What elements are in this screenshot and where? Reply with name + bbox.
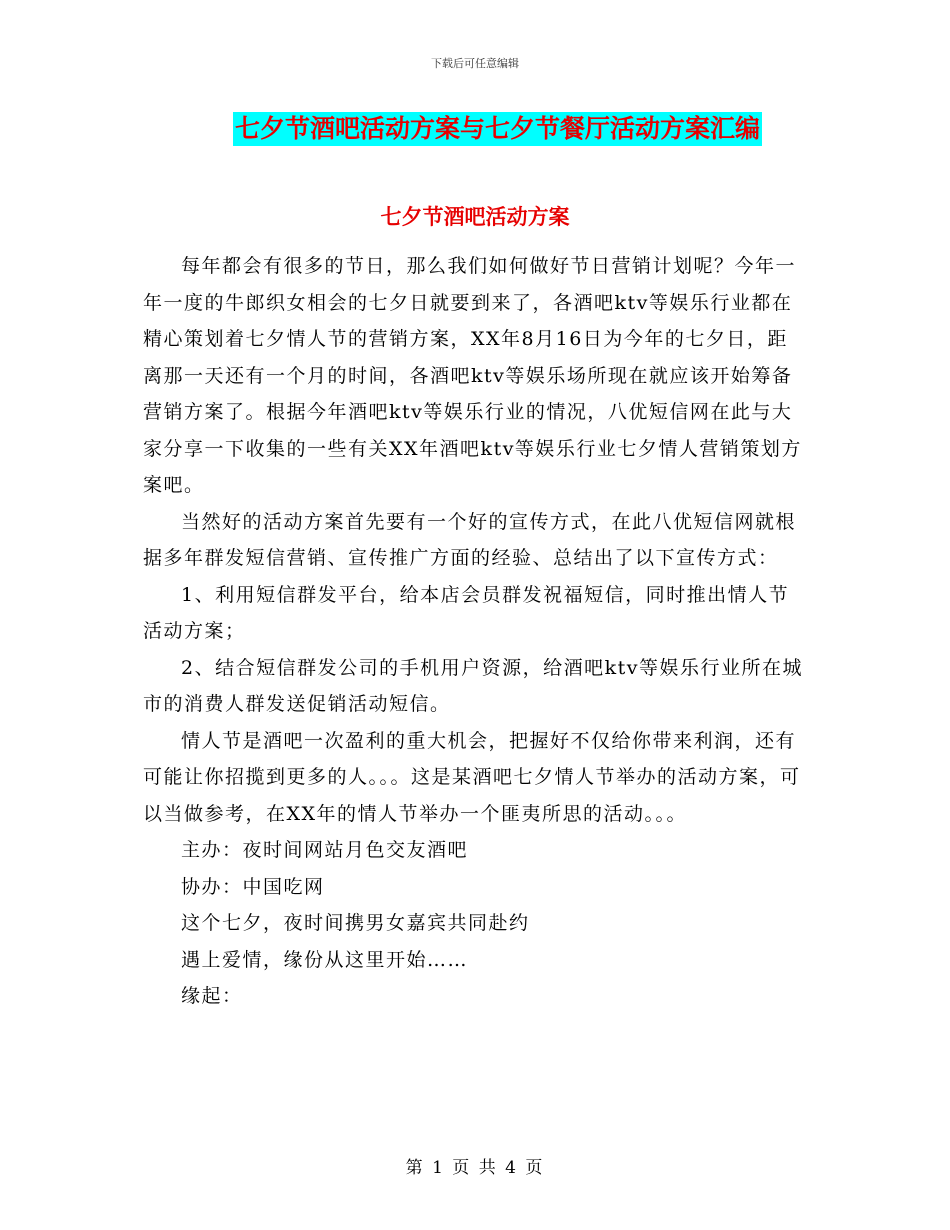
page-number-footer: 第 1 页 共 4 页 (405, 1158, 545, 1178)
paragraph-origin: 缘起： (181, 985, 243, 1007)
body-text (143, 248, 807, 1015)
paragraph-item-1: 1、利用短信群发平台，给本店会员群发祝福短信，同时推出情人节活动方案； (143, 583, 790, 642)
document-title-wrapper (0, 112, 950, 146)
paragraph-promotion: 当然好的活动方案首先要有一个好的宣传方式，在此八优短信网就根据多年群发短信营销、宣传推广方面的经验、总结出了以下宣传方式： (143, 510, 797, 569)
header-note: 下载后可任意编辑 (431, 57, 519, 70)
paragraph-organizer: 主办：夜时间网站月色交友酒吧 (181, 839, 469, 861)
paragraph-opportunity: 情人节是酒吧一次盈利的重大机会，把握好不仅给你带来利润，还有可能让你招揽到更多的人。。。这是某酒吧七夕情人节举办的活动方案，可以当做参考，在XX年的情人节举办一个匪夷所思的活动。。。 (143, 729, 801, 825)
document-title: 七夕节酒吧活动方案与七夕节餐厅活动方案汇编 (233, 112, 762, 146)
paragraph-co-organizer: 协办：中国吃网 (181, 875, 325, 898)
paragraph-tagline: 遇上爱情，缘份从这里开始…… (181, 948, 469, 971)
section-title: 七夕节酒吧活动方案 (380, 204, 570, 229)
paragraph-invitation: 这个七夕，夜时间携男女嘉宾共同赴约 (181, 912, 530, 934)
paragraph-intro: 每年都会有很多的节日，那么我们如何做好节日营销计划呢？今年一年一度的牛郎织女相会的七夕日就要到来了，各酒吧ktv等娱乐行业都在精心策划着七夕情人节的营销方案，XX年8月16日为今年的七夕日，距离那一天还有一个月的时间，各酒吧ktv等娱乐场所现在就应该开始筹备营销方案了。根据今年酒吧ktv等娱乐行业的情况，八优短信网在此与大家分享一下收集的一些有关XX年酒吧ktv等娱乐行业七夕情人营销策划方案吧。 (143, 255, 802, 496)
paragraph-item-2: 2、结合短信群发公司的手机用户资源，给酒吧ktv等娱乐行业所在城市的消费人群发送促销活动短信。 (143, 656, 803, 715)
